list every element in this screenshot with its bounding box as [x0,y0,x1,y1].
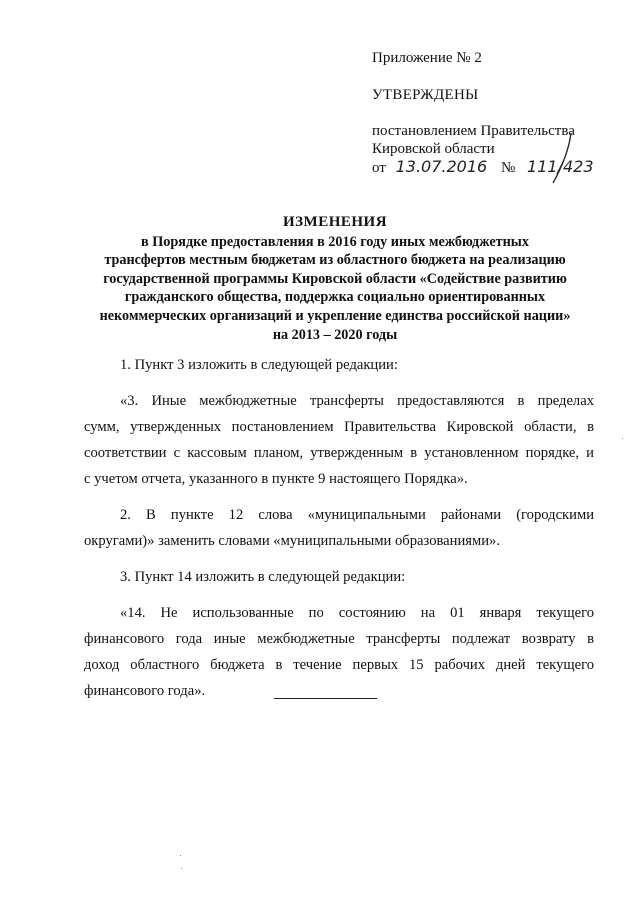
decree-line: постановлением Правительства [372,123,575,139]
appendix-label: Приложение № 2 [372,50,482,66]
text-line: округами)» заменить словами «муниципальными образованиями». [84,533,500,549]
paragraph-item-3: 3. Пункт 14 изложить в следующей редакции: [120,569,406,585]
document-heading [60,213,610,344]
text-line: финансового года». [84,683,206,699]
handwritten-stroke-icon [547,131,587,186]
heading-title: ИЗМЕНЕНИЯ [282,214,388,230]
text-line: 2. В пункте 12 слова «муниципальными районами (городскими [120,507,594,523]
heading-line: гражданского общества, поддержка социально ориентированных [124,289,546,306]
text-line: финансового года иные межбюджетные трансферты подлежат возврату в [84,631,594,647]
paragraph-item-2 [84,502,594,554]
text-line: доход областного бюджета в течение первых 15 рабочих дней текущего [84,657,594,673]
heading-line: на 2013 – 2020 годы [272,326,398,343]
scan-speck [180,855,181,856]
paragraph-item-1-text [84,388,594,492]
heading-line: в Порядке предоставления в 2016 году иных межбюджетных [141,233,529,250]
paragraph-item-1: 1. Пункт 3 изложить в следующей редакции: [120,357,398,373]
scan-speck [181,868,182,869]
heading-line: государственной программы Кировской области «Содействие развитию [103,270,567,287]
number-sign: № [500,160,516,176]
paragraph-item-3-text [84,600,594,704]
text-line: «3. Иные межбюджетные трансферты предоставляются в пределах [120,393,594,409]
text-line: с учетом отчета, указанного в пункте 9 настоящего Порядка». [84,471,468,487]
decree-line: Кировской области [372,141,495,157]
handwritten-date: 13.07.2016 [395,157,488,176]
scan-speck [622,438,623,439]
heading-line: трансфертов местным бюджетам из областного бюджета на реализацию [104,252,566,269]
text-line: соответствии с кассовым планом, утвержденным в установленном порядке, и [84,445,594,461]
handwritten-number: 111/423 [527,157,594,176]
text-line: «14. Не использованные по состоянию на 01 января текущего [120,605,594,621]
heading-line: некоммерческих организаций и укрепление единства российской нации» [99,307,571,324]
date-prefix: от [372,160,386,176]
approved-label: УТВЕРЖДЕНЫ [372,87,479,103]
text-line: сумм, утвержденных постановлением Правительства Кировской области, в [84,419,594,435]
closing-rule [274,698,377,699]
document-body [84,352,594,704]
